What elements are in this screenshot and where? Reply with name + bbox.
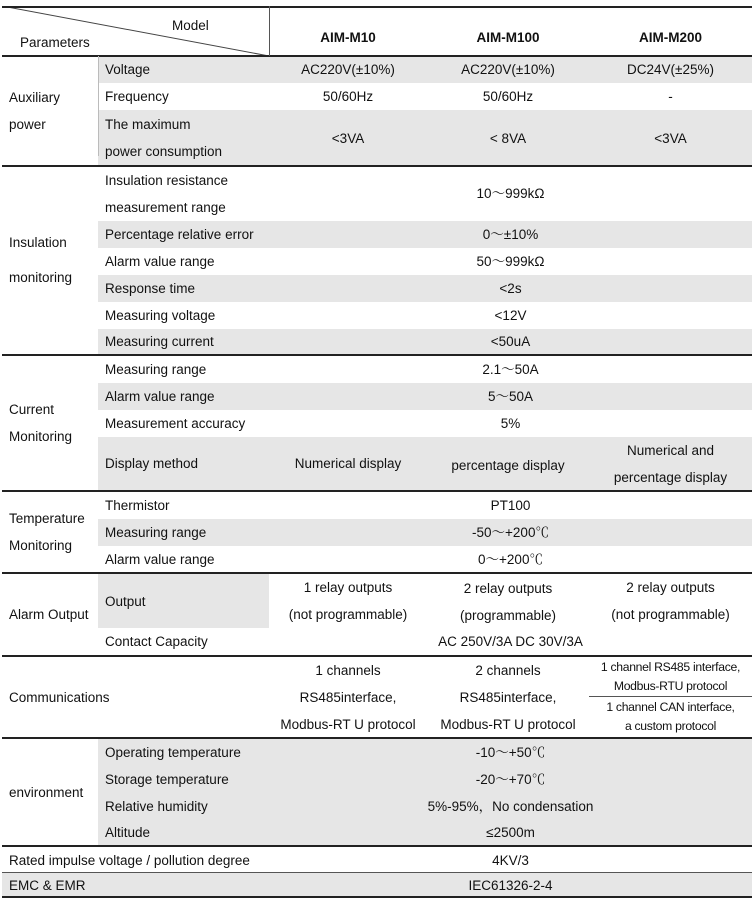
value-voltage-m10: AC220V(±10%) — [269, 56, 427, 83]
value-line: (not programmable) — [288, 607, 408, 622]
value-current-alarm-range: 5～50A — [269, 383, 752, 410]
group-divider — [2, 165, 752, 167]
group-insulation-monitoring — [2, 166, 98, 354]
value-response-time: <2s — [269, 275, 752, 302]
group-divider — [2, 572, 752, 574]
model-aim-m200: AIM-M200 — [638, 29, 702, 45]
spec-table — [2, 6, 752, 898]
value-line: 1 channel RS485 interface, — [600, 659, 741, 674]
value-line: Modbus-RT U protocol — [440, 716, 576, 732]
value-line: 1 relay outputs — [303, 580, 393, 595]
comms-split-line — [589, 696, 752, 697]
group-label-line: power — [9, 117, 46, 132]
group-label-line: Current — [9, 402, 55, 417]
value-output-m100 — [427, 574, 589, 628]
value-line: 2 channels — [475, 662, 541, 678]
group-current-monitoring — [2, 356, 98, 490]
value-line: 2 relay outputs — [626, 580, 715, 595]
param-relative-error: Percentage relative error — [98, 221, 269, 248]
row-divider — [2, 872, 752, 873]
value-frequency-m100: 50/60Hz — [427, 83, 589, 110]
value-max-power-m100: < 8VA — [427, 110, 589, 166]
value-temp-alarm-range: 0～+200℃ — [269, 546, 752, 572]
value-impulse: 4KV/3 — [269, 847, 752, 873]
value-contact-capacity: AC 250V/3A DC 30V/3A — [269, 628, 752, 655]
value-line: Modbus-RT U protocol — [280, 716, 416, 732]
value-temp-measuring-range: -50～+200℃ — [269, 519, 752, 546]
value-line: RS485interface, — [459, 689, 557, 705]
value-line: (not programmable) — [611, 607, 730, 622]
param-current-alarm-range: Alarm value range — [98, 383, 269, 410]
group-label-line: Monitoring — [9, 538, 73, 553]
table-bottom-border — [2, 896, 752, 898]
value-comms-m200-rs485 — [589, 657, 752, 696]
group-temperature-monitoring — [2, 492, 98, 572]
value-current-measuring-range: 2.1～50A — [269, 356, 752, 383]
value-voltage-m100: AC220V(±10%) — [427, 56, 589, 83]
value-storage-temp: -20～+70℃ — [269, 766, 752, 793]
header-column-line — [269, 6, 270, 56]
value-measurement-accuracy: 5% — [269, 410, 752, 437]
param-humidity: Relative humidity — [98, 793, 269, 820]
value-frequency-m200: - — [589, 83, 752, 110]
value-line: Modbus-RTU protocol — [613, 678, 728, 693]
model-aim-m10: AIM-M10 — [320, 29, 376, 45]
param-measuring-current: Measuring current — [98, 329, 269, 354]
model-aim-m100: AIM-M100 — [476, 29, 540, 45]
value-voltage-m200: DC24V(±25%) — [589, 56, 752, 83]
value-comms-m100 — [427, 657, 589, 737]
group-communications: Communications — [9, 689, 110, 705]
param-storage-temp: Storage temperature — [98, 766, 269, 793]
value-emc: IEC61326-2-4 — [269, 873, 752, 898]
param-altitude: Altitude — [98, 820, 269, 845]
param-measurement-accuracy: Measurement accuracy — [98, 410, 269, 437]
value-line: (programmable) — [459, 608, 557, 623]
param-max-power — [98, 110, 269, 166]
value-line: 2 relay outputs — [463, 581, 553, 596]
group-divider — [2, 845, 752, 847]
value-display-m200 — [589, 437, 752, 490]
value-resistance-range: 10～999kΩ — [269, 166, 752, 221]
param-measuring-voltage: Measuring voltage — [98, 302, 269, 329]
param-voltage: Voltage — [98, 56, 269, 83]
value-line: a custom protocol — [624, 718, 717, 733]
parameters-label: Parameters — [20, 34, 90, 50]
param-line: Insulation resistance — [105, 172, 229, 188]
param-impulse: Rated impulse voltage / pollution degree — [2, 847, 269, 873]
value-frequency-m10: 50/60Hz — [269, 83, 427, 110]
value-output-m200 — [589, 574, 752, 628]
model-label: Model — [172, 17, 209, 33]
group-divider — [2, 737, 752, 739]
group-alarm-output: Alarm Output — [9, 607, 89, 622]
param-emc: EMC & EMR — [2, 873, 269, 898]
value-line: 1 channel CAN interface, — [606, 699, 735, 714]
group-auxiliary-power — [2, 56, 98, 166]
value-output-m10 — [269, 574, 427, 628]
param-display-method: Display method — [98, 437, 269, 490]
value-max-power-m10: <3VA — [269, 110, 427, 166]
param-line: The maximum — [105, 117, 191, 132]
param-current-measuring-range: Measuring range — [98, 356, 269, 383]
value-comms-m10 — [269, 657, 427, 737]
param-temp-measuring-range: Measuring range — [98, 519, 269, 546]
param-insulation-alarm-range: Alarm value range — [98, 248, 269, 275]
group-column-line — [98, 56, 99, 156]
param-output: Output — [98, 574, 269, 628]
value-measuring-current: <50uA — [269, 329, 752, 354]
header-bottom-border — [2, 55, 752, 57]
group-label-line: Temperature — [9, 511, 85, 526]
value-line: percentage display — [613, 469, 728, 485]
group-label-line: monitoring — [9, 270, 73, 285]
param-frequency: Frequency — [98, 83, 269, 110]
table-top-border — [2, 6, 752, 8]
value-max-power-m200: <3VA — [589, 110, 752, 166]
value-line: Numerical and — [626, 442, 715, 458]
value-altitude: ≤2500m — [269, 820, 752, 845]
value-measuring-voltage: <12V — [269, 302, 752, 329]
value-display-m10: Numerical display — [269, 437, 427, 490]
group-divider — [2, 490, 752, 492]
param-line: measurement range — [105, 199, 226, 215]
param-contact-capacity: Contact Capacity — [98, 628, 269, 655]
value-line: RS485interface, — [299, 689, 397, 705]
value-display-m100: percentage display — [427, 437, 589, 490]
value-humidity: 5%-95%，No condensation — [269, 793, 752, 820]
group-label-line: Monitoring — [9, 429, 73, 444]
param-resistance-range — [98, 166, 269, 221]
value-insulation-alarm-range: 50～999kΩ — [269, 248, 752, 275]
param-response-time: Response time — [98, 275, 269, 302]
group-label-line: Auxiliary — [9, 90, 61, 105]
value-line: 1 channels — [315, 662, 381, 678]
group-label-line: Insulation — [9, 235, 67, 250]
group-divider — [2, 655, 752, 657]
group-divider — [2, 354, 752, 356]
param-thermistor: Thermistor — [98, 492, 269, 519]
param-line: power consumption — [105, 144, 223, 159]
value-thermistor: PT100 — [269, 492, 752, 519]
value-comms-m200-can — [589, 696, 752, 737]
value-operating-temp: -10～+50℃ — [269, 739, 752, 766]
param-temp-alarm-range: Alarm value range — [98, 546, 269, 572]
param-operating-temp: Operating temperature — [98, 739, 269, 766]
group-environment: environment — [9, 784, 84, 800]
value-relative-error: 0～±10% — [269, 221, 752, 248]
